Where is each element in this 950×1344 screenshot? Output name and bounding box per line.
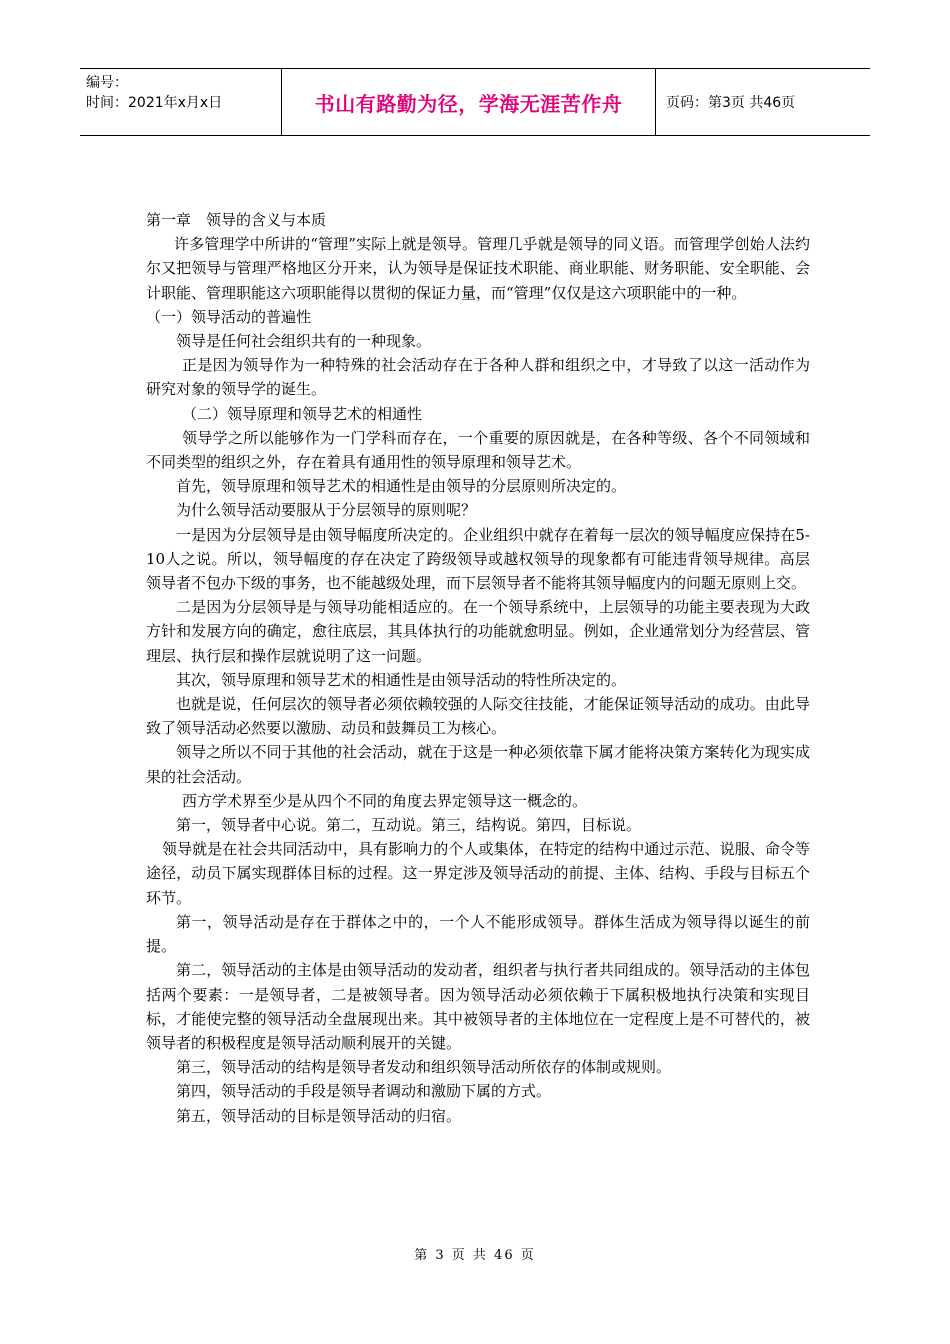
paragraph: （二）领导原理和领导艺术的相通性 [182,404,423,423]
page-info-text: 页码：第3页 共46页 [666,95,796,111]
paragraph: 第一，领导者中心说。第二，互动说。第三，结构说。第四，目标说。 [176,816,642,835]
paragraph: 一是因为分层领导是由领导幅度所决定的。企业组织中就存在着每一层次的领导幅度应保持在5-10人之说。所以，领导幅度的存在决定了跨级领导或越权领导的现象都有可能违背领导规律。高层领导者不包办下级的事务，也不能越级处理，而下层领导者不能将其领导幅度内的问题无原则上交。 [146,525,810,593]
paragraph: 领导是任何社会组织共有的一种现象。 [176,332,432,351]
motto-text: 书山有路勤为径，学海无涯苦作舟 [314,91,623,116]
paragraph: 首先，领导原理和领导艺术的相通性是由领导的分层原则所决定的。 [176,477,627,496]
paragraph: 领导就是在社会共同活动中，具有影响力的个人或集体，在特定的结构中通过示范、说服、命令等途径，动员下属实现群体目标的过程。这一界定涉及领导活动的前提、主体、结构、手段与目标五个环节。 [146,840,810,907]
header-meta [80,69,282,135]
paragraph: 为什么领导活动要服从于分层领导的原则呢？ [176,501,477,520]
paragraph: （一）领导活动的普遍性 [146,307,312,326]
chapter-title: 第一章 领导的含义与本质 [146,211,327,229]
paragraph: 第一，领导活动是存在于群体之中的，一个人不能形成领导。群体生活成为领导得以诞生的前提。 [146,912,810,956]
paragraph: 领导学之所以能够作为一门学科而存在，一个重要的原因就是，在各种等级、各个不同领域和不同类型的组织之外，存在着具有通用性的领导原理和领导艺术。 [146,428,810,472]
date-label: 时间：2021年x月x日 [86,95,223,111]
page-header [80,68,870,136]
paragraph: 第三，领导活动的结构是领导者发动和组织领导活动所依存的体制或规则。 [176,1058,672,1077]
paragraph: 也就是说，任何层次的领导者必须依赖较强的人际交往技能，才能保证领导活动的成功。由此导致了领导活动必然要以激励、动员和鼓舞员工为核心。 [146,695,810,738]
paragraph: 正是因为领导作为一种特殊的社会活动存在于各种人群和组织之中，才导致了以这一活动作为研究对象的领导学的诞生。 [146,356,810,399]
paragraph: 二是因为分层领导是与领导功能相适应的。在一个领导系统中，上层领导的功能主要表现为大政方针和发展方向的确定，愈往底层，其具体执行的功能就愈明显。例如，企业通常划分为经营层、管理层、执行层和操作层就说明了这一问题。 [146,598,810,665]
paragraph: 其次，领导原理和领导艺术的相通性是由领导活动的特性所决定的。 [176,670,627,689]
header-page-info [656,69,870,135]
document-body [146,208,810,1128]
number-label: 编号： [86,75,128,91]
paragraph: 第二，领导活动的主体是由领导活动的发动者，组织者与执行者共同组成的。领导活动的主体包括两个要素：一是领导者，二是被领导者。因为领导活动必须依赖于下属积极地执行决策和实现目标，才能使完整的领导活动全盘展现出来。其中被领导者的主体地位在一定程度上是不可替代的，被领导者的积极程度是领导活动顺利展开的关键。 [146,961,810,1052]
header-motto-cell [282,69,656,135]
paragraph: 西方学术界至少是从四个不同的角度去界定领导这一概念的。 [182,791,588,810]
paragraph: 第五，领导活动的目标是领导活动的归宿。 [176,1106,462,1125]
page-footer: 第 3 页 共 46 页 [414,1248,536,1263]
paragraph: 许多管理学中所讲的“管理”实际上就是领导。管理几乎就是领导的同义语。而管理学创始人法约尔又把领导与管理严格地区分开来，认为领导是保证技术职能、商业职能、财务职能、安全职能、会计职能、管理职能这六项职能得以贯彻的保证力量，而“管理”仅仅是这六项职能中的一种。 [146,235,810,302]
paragraph: 领导之所以不同于其他的社会活动，就在于这是一种必须依靠下属才能将决策方案转化为现实成果的社会活动。 [146,743,810,786]
paragraph: 第四，领导活动的手段是领导者调动和激励下属的方式。 [176,1082,552,1101]
